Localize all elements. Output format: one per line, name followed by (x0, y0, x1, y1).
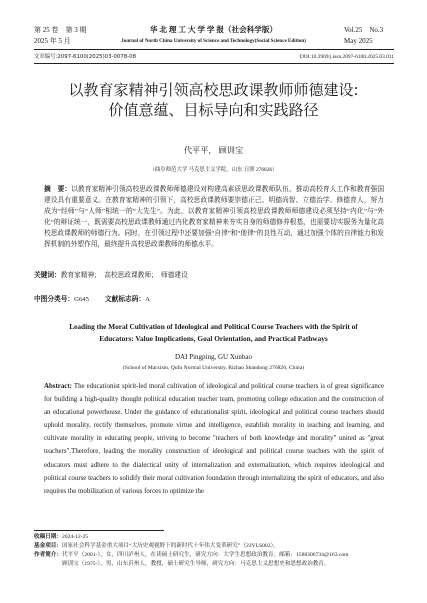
clc-value: G645 (74, 296, 89, 303)
keywords-cn (34, 271, 188, 280)
footnote-received (34, 533, 88, 542)
footnote-rule (34, 530, 164, 531)
title-en-line1: Leading the Moral Cultivation of Ideological and Political Course Teachers with the Spirit of (69, 322, 358, 331)
abstract-en-label: Abstract: (44, 383, 72, 390)
classification-cn (34, 295, 150, 304)
header-volume: 第 25 卷 第 3 期 (34, 26, 87, 34)
received-label: 收稿日期： (34, 534, 62, 540)
received-date: 2024-12-25 (61, 534, 89, 540)
doi: DOI:10.3969/j.issn.2097-6100.2025.03.011 (299, 54, 394, 60)
author-info-label: 作者简介： (34, 552, 62, 558)
meta-rule (34, 63, 394, 64)
abstract-en-text: The educationist spirit-led moral cultivation of ideological and political course teachers is of great significance for building a high-quality thought political education teacher team, promoting college education and the construction of an educational powerhouse. Under the guidance of educationalist spirit, ideological and political course teachers should uphold morality, rectify themselves, promote virtue and intelligence, establish morality in teaching and learning, and cultivate morality in educating people, striving to become "teachers of both knowledge and morality" united as "great teachers".Therefore, leading the morality construction of ideological and political course teachers with the spirit of educators must adhere to the dialectical unity of internalization and externalization, which requires ideological and political course teachers to solidify their moral cultivation foundation through internalizing the spirit of educators, and also requires the mobilization of various forces to optimize the (44, 383, 384, 495)
header-rule (34, 49, 394, 50)
keywords-cn-text: 教育家精神； 高校思政课教师； 师德建设 (60, 272, 188, 279)
abstract-cn-label: 摘 要： (44, 185, 72, 193)
footnote-author-2: 顾训宝（1975-），男，山东沂州人，教授，硕士研究生导师，研究方向：马克思主义思想史和思想政治教育。 (62, 561, 330, 567)
header-vol-no: Vol.25 No.3 (344, 26, 384, 34)
article-number: 文章编号:2097-6100(2025)03-0078-08 (34, 54, 137, 60)
footnote-fund (34, 542, 279, 551)
abstract-en (44, 380, 384, 498)
affiliation-cn: （曲阜师范大学 马克思主义学院，山东 日照 276826） (149, 167, 278, 173)
header-date-en: May 2025 (344, 37, 373, 45)
header-journal-en: Journal of North China University of Science and Technology(Social Science Edition) (121, 38, 306, 44)
author-info-line1: 代平平（2001-），女，四川泸州人，在读硕士研究生，研究方向：大学生思想政治教育。邮箱：1588306734@163.com (61, 552, 349, 558)
title-cn-line2: 价值意蕴、目标导向和实践路径 (108, 101, 319, 119)
title-cn-line1: 以教育家精神引领高校思政课教师师德建设: (68, 81, 359, 99)
clc-label: 中图分类号： (34, 295, 75, 303)
keywords-cn-label: 关键词： (34, 271, 61, 279)
fund-label: 基金项目： (34, 543, 62, 549)
authors-en: DAI Pingping, GU Xunbao (175, 353, 252, 361)
footnote-author-1 (34, 551, 349, 560)
header-date-cn: 2025 年 5 月 (34, 37, 71, 45)
fund-text: 国家社会科学基金重大项目“大历史观视野下的新时代十年伟大变革研究”（23VLS002）。 (61, 543, 279, 549)
title-en-line2: Educators: Value Implications, Goal Orientation, and Practical Pathways (99, 334, 328, 343)
affiliation-en: (School of Marxism, Qufu Normal University, Rizhao Shandong 276826, China) (122, 365, 305, 371)
header-journal-cn: 华 北 理 工 大 学 学 报（社会科学版） (149, 25, 278, 34)
abstract-cn-text: 以教育家精神引领高校思政课教师师德建设对构建高素质思政课教师队伍、推动高校育人工作和教育强国建设具有重要意义。在教育家精神的引领下，高校思政课教师要崇德正己、明德尚智、立德治学、修德育人，努力成为“经师”与“人师”相统一的“大先生”。为此，以教育家精神引领高校思政课教师师德建设必须坚持“内化”与“外化”的辩证统一，既需要高校思政课教师通过内化教育家精神来夯实自身的师德修养根基，也需要切实服务为量化高校思政课教师的师德行为。同时，在引领过程中还要加强“自律”和“他律”的良性互动，通过加强个体的自律能力和发挥机制的外塑作用，最终提升高校思政课教师的师德水平。 (44, 186, 385, 249)
authors-cn: 代平平， 顾训宝 (183, 146, 244, 155)
doc-code-label: 文献标志码： (105, 295, 146, 303)
doc-code-value: A (145, 296, 150, 303)
abstract-cn (44, 184, 384, 251)
